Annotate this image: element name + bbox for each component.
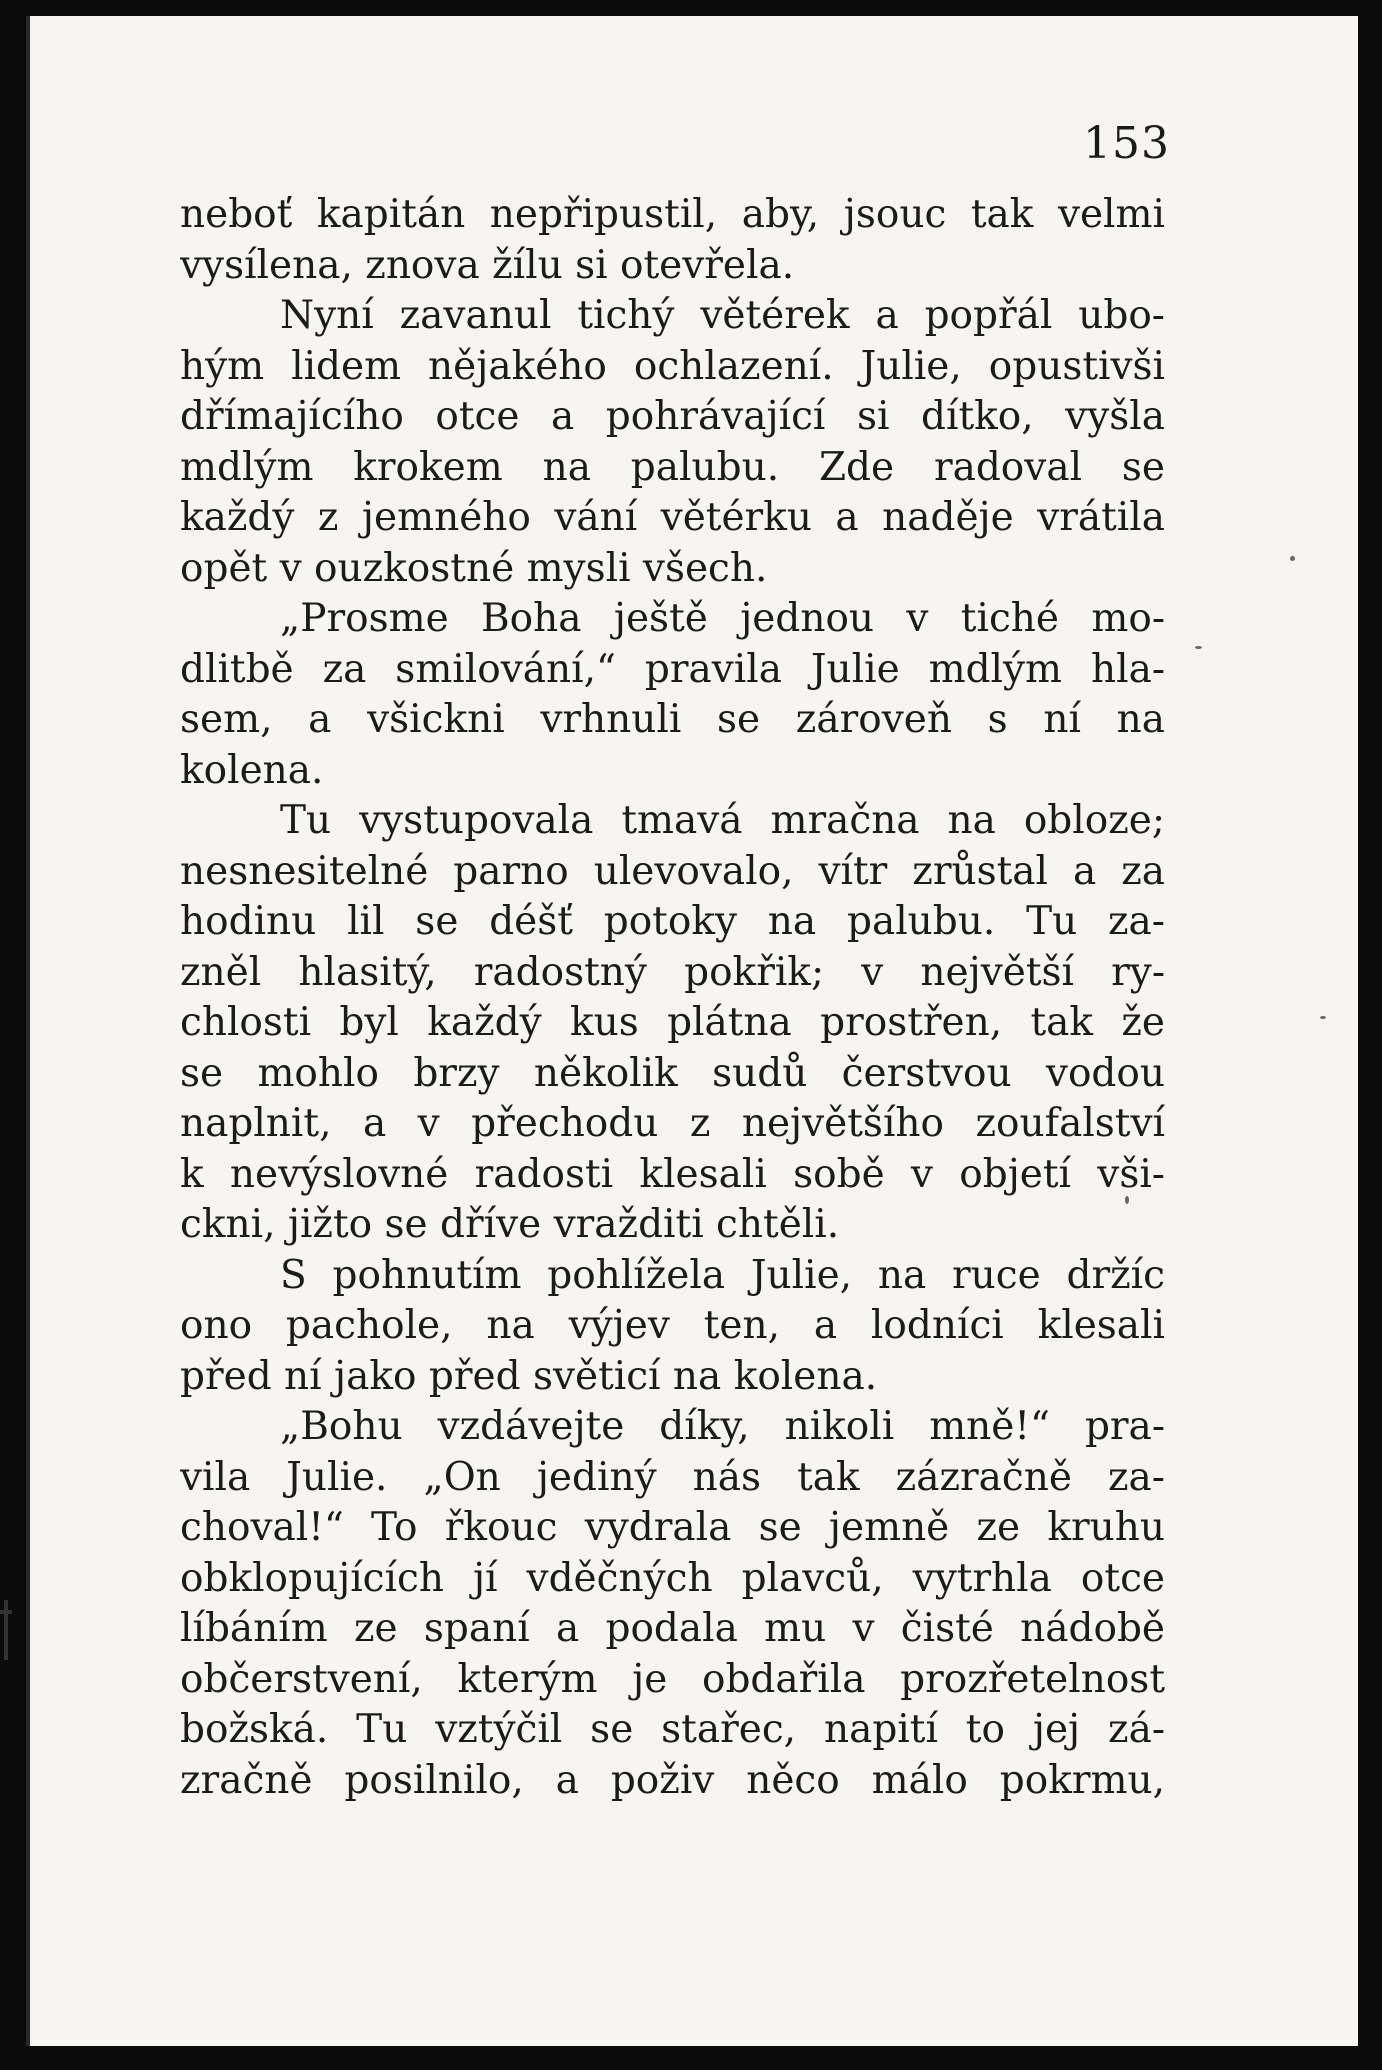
- text-line: naplnit, a v přechodu z největšího zoufalství: [180, 1101, 1165, 1146]
- text-line: před ní jako před světicí na kolena.: [180, 1353, 878, 1399]
- page-number: 153: [1083, 118, 1170, 169]
- text-line: hým lidem nějakého ochlazení. Julie, opustivši: [180, 343, 1165, 389]
- text-line: každý z jemného vání větérku a naděje vrátila: [180, 495, 1165, 540]
- text-line: „Prosme Boha ještě jednou v tiché mo-: [280, 596, 1165, 641]
- text-line: vysílena, znova žílu si otevřela.: [180, 242, 795, 288]
- text-line: S pohnutím pohlížela Julie, na ruce držíc: [280, 1252, 1165, 1298]
- margin-mark: [0, 1610, 12, 1614]
- text-line: ono pachole, na výjev ten, a lodníci klesali: [180, 1303, 1165, 1348]
- text-line: Nyní zavanul tichý větérek a popřál ubo-: [280, 293, 1165, 338]
- text-line: dřímajícího otce a pohrávající si dítko, vyšla: [180, 394, 1165, 439]
- paper-speck: [1320, 1016, 1326, 1019]
- text-line: hodinu lil se déšť potoky na palubu. Tu za-: [180, 899, 1165, 944]
- text-line: vila Julie. „On jediný nás tak zázračně za-: [180, 1454, 1165, 1500]
- text-line: božská. Tu vztýčil se stařec, napití to jej zá-: [180, 1707, 1165, 1752]
- text-line: sem, a všickni vrhnuli se zároveň s ní na: [180, 697, 1165, 742]
- body-text: [180, 190, 1165, 1806]
- text-line: zněl hlasitý, radostný pokřik; v největší ry-: [180, 949, 1165, 995]
- text-line: ckni, jižto se dříve vražditi chtěli.: [180, 1202, 840, 1247]
- paper-speck: [1125, 1196, 1129, 1204]
- text-line: neboť kapitán nepřipustil, aby, jsouc tak velmi: [180, 192, 1165, 237]
- text-line: občerstvení, kterým je obdařila prozřetelnost: [180, 1656, 1165, 1702]
- text-line: chlosti byl každý kus plátna prostřen, tak že: [180, 1000, 1165, 1045]
- text-line: se mohlo brzy několik sudů čerstvou vodou: [180, 1050, 1165, 1096]
- paper-sheet: [26, 16, 1358, 2046]
- text-line: kolena.: [180, 747, 324, 793]
- text-line: zračně posilnilo, a poživ něco málo pokrmu,: [180, 1757, 1165, 1803]
- text-line: mdlým krokem na palubu. Zde radoval se: [180, 444, 1165, 490]
- margin-mark: [4, 1600, 8, 1660]
- paper-speck: [1290, 556, 1295, 561]
- text-line: k nevýslovné radosti klesali sobě v objetí vši-: [180, 1151, 1165, 1197]
- text-line: dlitbě za smilování,“ pravila Julie mdlým hla-: [180, 646, 1165, 692]
- text-line: choval!“ To řkouc vydrala se jemně ze kruhu: [180, 1505, 1165, 1550]
- text-line: Tu vystupovala tmavá mračna na obloze;: [280, 798, 1165, 843]
- text-line: „Bohu vzdávejte díky, nikoli mně!“ pra-: [280, 1404, 1165, 1449]
- text-line: líbáním ze spaní a podala mu v čisté nádobě: [180, 1606, 1165, 1651]
- text-line: nesnesitelné parno ulevovalo, vítr zrůstal a za: [180, 848, 1165, 894]
- paper-speck: [1195, 646, 1202, 649]
- text-line: obklopujících jí vděčných plavců, vytrhla otce: [180, 1555, 1165, 1601]
- text-line: opět v ouzkostné mysli všech.: [180, 545, 768, 591]
